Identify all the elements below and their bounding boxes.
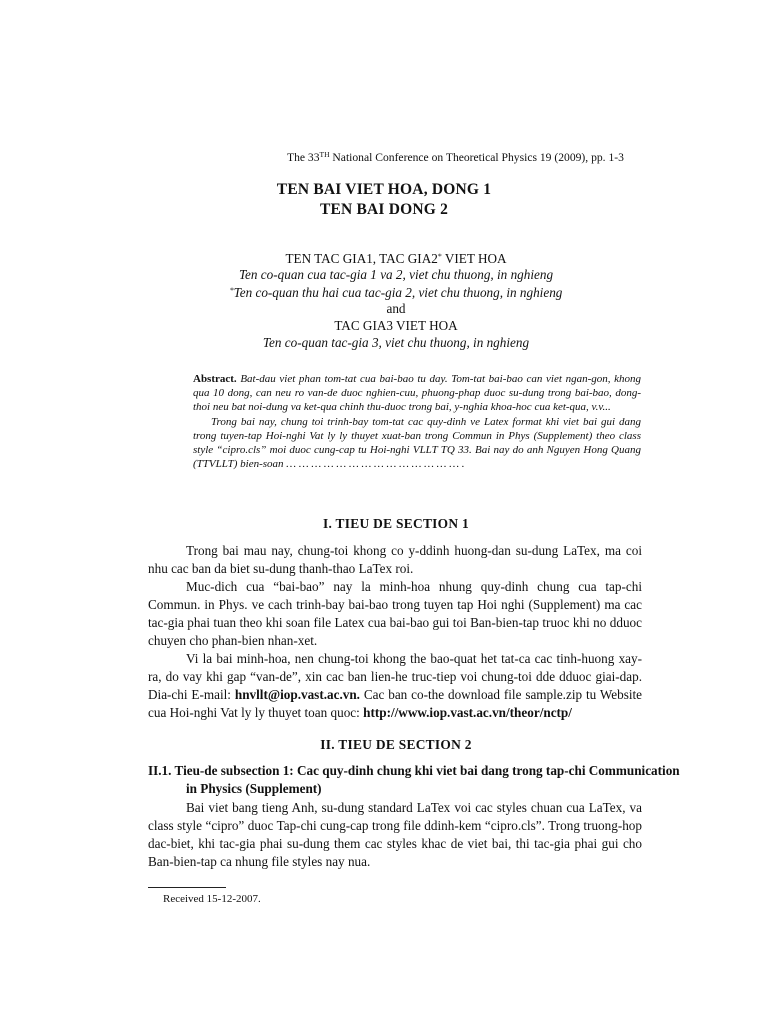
section-1-paragraph-3 [148, 650, 642, 722]
author-line-1 [0, 251, 768, 267]
section-2-heading: II. TIEU DE SECTION 2 [320, 737, 472, 752]
footnote-rule [148, 887, 226, 888]
conference-header-pre: The 33 [287, 151, 320, 164]
section-2-body [148, 799, 642, 871]
abstract-paragraph-2: Trong bai nay, chung toi trinh-bay tom-tat cac quy-dinh ve Latex format khi viet bai gui dang trong tuyen-tap Hoi-nghi Vat ly ly thuyet xuat-ban trong Commun in Phys (Supplement) theo class style “cipro.cls” moi duoc cung-cap tu Hoi-nghi VLLT TQ 33. Bai nay do anh Nguyen Hong Quang (TTVLLT) bien-soan … … … … … … … … … … … … … … . [193, 415, 641, 471]
abstract-paragraph-1 [193, 372, 641, 415]
and-word: and [386, 301, 406, 316]
section-1-paragraph-1: Trong bai mau nay, chung-toi khong co y-ddinh huong-dan su-dung LaTex, ma coi nhu cac ban da biet su-dung thanh-thao LaTex roi. [148, 543, 642, 576]
section-1-heading: I. TIEU DE SECTION 1 [322, 516, 470, 531]
section-1-p3-mid: Cac ban co-the download file sample.zip tu Website cua Hoi-nghi Vat ly ly thuyet toan quoc: [148, 687, 643, 720]
title-line-2: TEN BAI DONG 2 [319, 201, 449, 218]
author-line-1-pre: TEN TAC GIA1, TAC GIA2 [285, 251, 438, 266]
section-2-paragraph-1: Bai viet bang tieng Anh, su-dung standard LaTex voi cac styles chuan cua LaTex, va class style “cipro” duoc Tap-chi cung-cap trong file ddinh-kem “cipro.cls”. Trong truong-hop dac-biet, khi tac-gia phai su-dung them cac styles khac de viet bai, thi tac-gia phai gui cho Ban-bien-tap ca nhung file styles nay nua. [148, 800, 642, 869]
conference-header-post: National Conference on Theoretical Physics 19 (2009), pp. 1-3 [329, 151, 624, 164]
affiliation-2-text: Ten co-quan thu hai cua tac-gia 2, viet chu thuong, in nghieng [233, 285, 563, 300]
website-url-link[interactable]: http://www.iop.vast.ac.vn/theor/nctp/ [363, 705, 572, 720]
affiliation-3: Ten co-quan tac-gia 3, viet chu thuong, in nghieng [262, 335, 530, 350]
abstract-block [193, 372, 641, 471]
conference-ordinal-sup: TH [319, 150, 330, 159]
section-1-body [148, 542, 642, 722]
email-link[interactable]: hnvllt@iop.vast.ac.vn. [234, 687, 360, 702]
affiliation-2 [0, 285, 768, 301]
author-3: TAC GIA3 VIET HOA [334, 318, 458, 333]
section-1-paragraph-2: Muc-dich cua “bai-bao” nay la minh-hoa nhung quy-dinh chung cua tap-chi Commun. in Phys. ve cach trinh-bay bai-bao trong tuyen tap Hoi nghi (Supplement) ma cac tac-gia phai tuan theo khi soan file Latex cua bai-bao gui toi Ban-bien-tap truoc khi no dduoc chuyen cho phan-bien nhan-xet. [148, 579, 642, 648]
conference-header [287, 151, 667, 164]
abstract-p1-text: Bat-dau viet phan tom-tat cua bai-bao tu day. Tom-tat bai-bao can viet ngan-gon, khong qua 10 dong, can neu ro van-de duoc nghien-cuu, phuong-phap duoc su-dung trong bai-bao, dong-thoi neu bat noi-dung va ket-qua chinh thu-duoc trong bai, y-nghia khoa-hoc cua ket-qua, v.v... [193, 373, 642, 414]
abstract-label: Abstract. [193, 373, 237, 385]
affiliation-star-sup: * [229, 286, 234, 295]
title-line-1: TEN BAI VIET HOA, DONG 1 [276, 181, 492, 198]
subsection-heading: II.1. Tieu-de subsection 1: Cac quy-dinh chung khi viet bai dang trong tap-chi Communication in Physics (Supplement) [148, 763, 680, 796]
author-line-1-post: VIET HOA [441, 251, 507, 266]
footnote-received: Received 15-12-2007. [163, 893, 261, 905]
author-star-sup: * [437, 252, 442, 261]
section-1-p3-text: Vi la bai minh-hoa, nen chung-toi khong the bao-quat het tat-ca cac tinh-huong xay-ra, do vay khi gap “van-de”, xin cac ban lien-he truc-tiep voi chung-toi dde dduoc giai-dap. Dia-chi E-mail: [148, 651, 642, 702]
affiliation-1: Ten co-quan cua tac-gia 1 va 2, viet chu thuong, in nghieng [238, 267, 554, 282]
